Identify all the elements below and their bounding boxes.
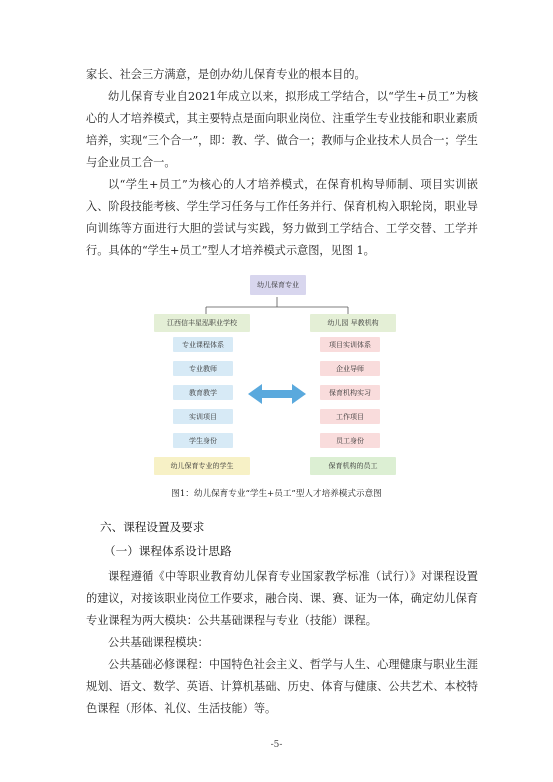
paragraph-3: 以“学生+员工”为核心的人才培养模式，在保育机构导师制、项目实训嵌入、阶段技能考核、学生学习任务与工作任务并行、保育机构入职轮岗，职业导向训练等方面进行大胆的尝试与实践，努力做到工学结合、工学交替、工学并行。具体的“学生+员工”型人才培养模式示意图，见图 1。	[86, 178, 478, 257]
section-heading: 六、课程设置及要求	[100, 520, 205, 534]
box-kindergarten: 幼儿园 早教机构	[310, 314, 396, 332]
right-item-work-projects: 工作项目	[320, 409, 380, 424]
left-item-student-identity: 学生身份	[173, 433, 233, 448]
double-arrow-icon	[248, 384, 306, 404]
figure-caption: 图1：幼儿保育专业“学生+员工”型人才培养模式示意图	[171, 489, 382, 499]
paragraph-2: 幼儿保育专业自2021年成立以来，拟形成工学结合，以“学生+员工”为核心的人才培养模式，其主要特点是面向职业岗位、注重学生专业技能和职业素质培养，实现“三个合一”，即：教、学、做合一；教师与企业技术人员合一；学生与企业员工合一。	[86, 90, 478, 169]
diagram-connectors	[150, 273, 405, 483]
right-item-mentor: 企业导师	[320, 361, 380, 376]
paragraph-6: 公共基础必修课程：中国特色社会主义、哲学与人生、心理健康与职业生涯规划、语文、数学、英语、计算机基础、历史、体育与健康、公共艺术、本校特色课程（形体、礼仪、生活技能）等。	[86, 658, 478, 715]
paragraph-4: 课程遵循《中等职业教育幼儿保育专业国家教学标准（试行）》对课程设置的建议，对接该职业岗位工作要求，融合岗、课、赛、证为一体，确定幼儿保育专业课程为两大模块：公共基础课程与专业（技能）课程。	[86, 570, 478, 627]
left-item-teachers: 专业教师	[173, 361, 233, 376]
box-employees: 保育机构的员工	[310, 457, 396, 475]
paragraph-5: 公共基础课程模块：	[108, 636, 209, 649]
left-item-training-projects: 实训项目	[173, 409, 233, 424]
box-students: 幼儿保育专业的学生	[154, 457, 250, 475]
box-early-childcare-major: 幼儿保育专业	[250, 275, 306, 295]
paragraph-1: 家长、社会三方满意，是创办幼儿保育专业的根本目的。	[86, 68, 366, 81]
left-item-teaching: 教育教学	[173, 385, 233, 400]
right-item-internship: 保育机构实习	[320, 385, 380, 400]
subsection-heading: （一）课程体系设计思路	[104, 544, 232, 558]
training-model-diagram	[150, 273, 405, 483]
box-school: 江西信丰星泓职业学校	[154, 314, 250, 332]
right-item-employee-identity: 员工身份	[320, 433, 380, 448]
page-number: -5-	[270, 740, 283, 750]
right-item-training-system: 项目实训体系	[320, 337, 380, 352]
left-item-curriculum: 专业课程体系	[173, 337, 233, 352]
